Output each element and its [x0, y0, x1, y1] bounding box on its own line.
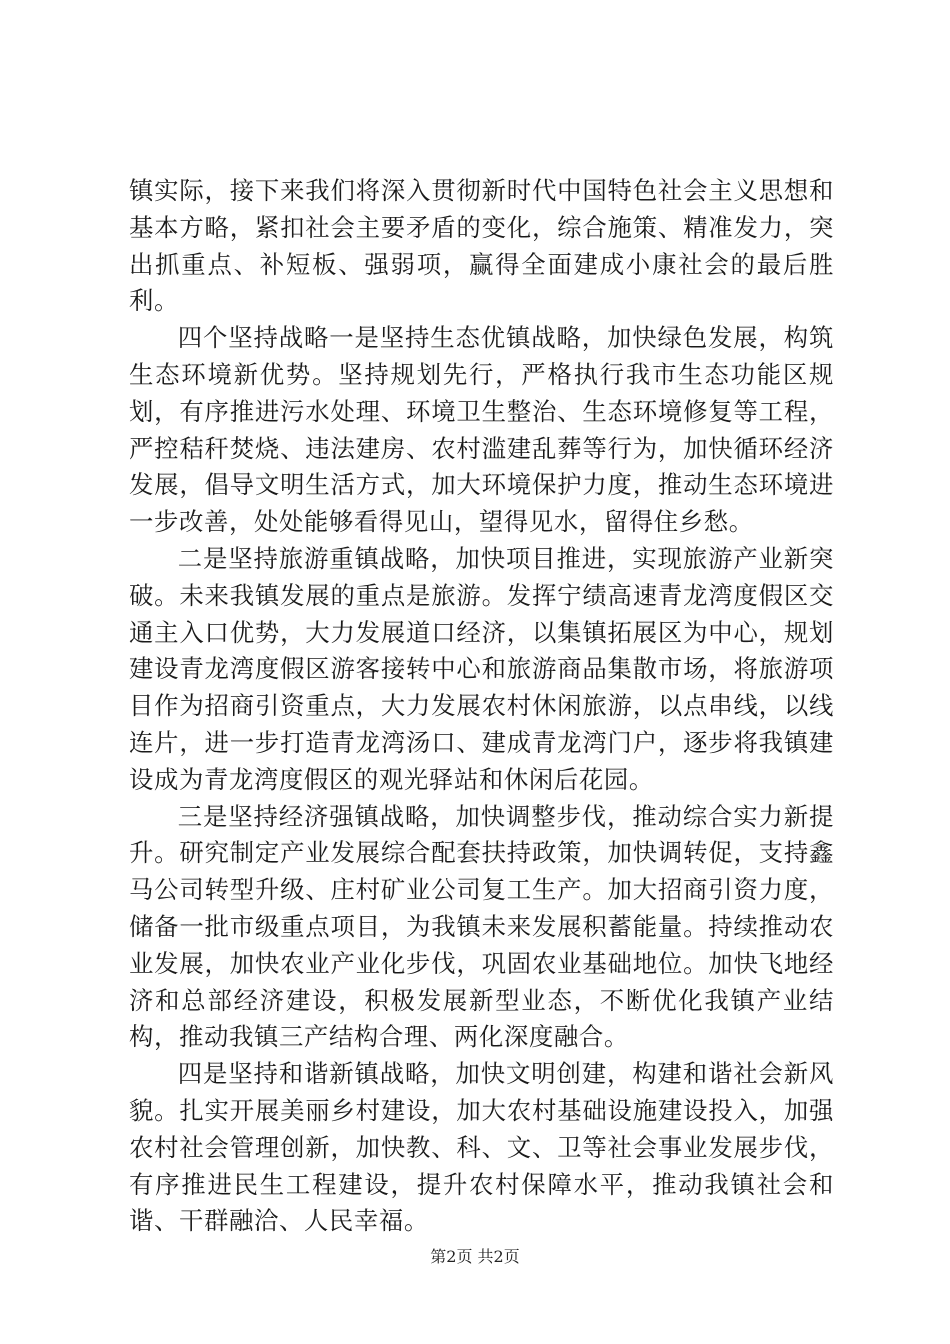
paragraph-2: 四个坚持战略一是坚持生态优镇战略，加快绿色发展，构筑生态环境新优势。坚持规划先行，严格执行我市生态功能区规划，有序推进污水处理、环境卫生整治、生态环境修复等工程，严控秸秆焚烧、违法建房、农村滥建乱葬等行为，加快循环经济发展，倡导文明生活方式，加大环境保护力度，推动生态环境进一步改善，处处能够看得见山，望得见水，留得住乡愁。 [129, 323, 834, 537]
paragraph-1: 镇实际，接下来我们将深入贯彻新时代中国特色社会主义思想和基本方略，紧扣社会主要矛盾的变化，综合施策、精准发力，突出抓重点、补短板、强弱项，赢得全面建成小康社会的最后胜利。 [129, 176, 834, 316]
paragraph-3: 二是坚持旅游重镇战略，加快项目推进，实现旅游产业新突破。未来我镇发展的重点是旅游。发挥宁绩高速青龙湾度假区交通主入口优势，大力发展道口经济，以集镇拓展区为中心，规划建设青龙湾度假区游客接转中心和旅游商品集散市场，将旅游项目作为招商引资重点，大力发展农村休闲旅游，以点串线，以线连片，进一步打造青龙湾汤口、建成青龙湾门户，逐步将我镇建设成为青龙湾度假区的观光驿站和休闲后花园。 [129, 543, 834, 794]
paragraph-5: 四是坚持和谐新镇战略，加快文明创建，构建和谐社会新风貌。扎实开展美丽乡村建设，加大农村基础设施建设投入，加强农村社会管理创新，加快教、科、文、卫等社会事业发展步伐，有序推进民生工程建设，提升农村保障水平，推动我镇社会和谐、干群融洽、人民幸福。 [129, 1059, 834, 1236]
page-number-label: 第2页 共2页 [430, 1247, 520, 1266]
page-footer [0, 1244, 950, 1267]
paragraph-4: 三是坚持经济强镇战略，加快调整步伐，推动综合实力新提升。研究制定产业发展综合配套扶持政策，加快调转促，支持鑫马公司转型升级、庄村矿业公司复工生产。加大招商引资力度，储备一批市级重点项目，为我镇未来发展积蓄能量。持续推动农业发展，加快农业产业化步伐，巩固农业基础地位。加快飞地经济和总部经济建设，积极发展新型业态，不断优化我镇产业结构，推动我镇三产结构合理、两化深度融合。 [129, 801, 834, 1052]
document-body [129, 173, 834, 1240]
